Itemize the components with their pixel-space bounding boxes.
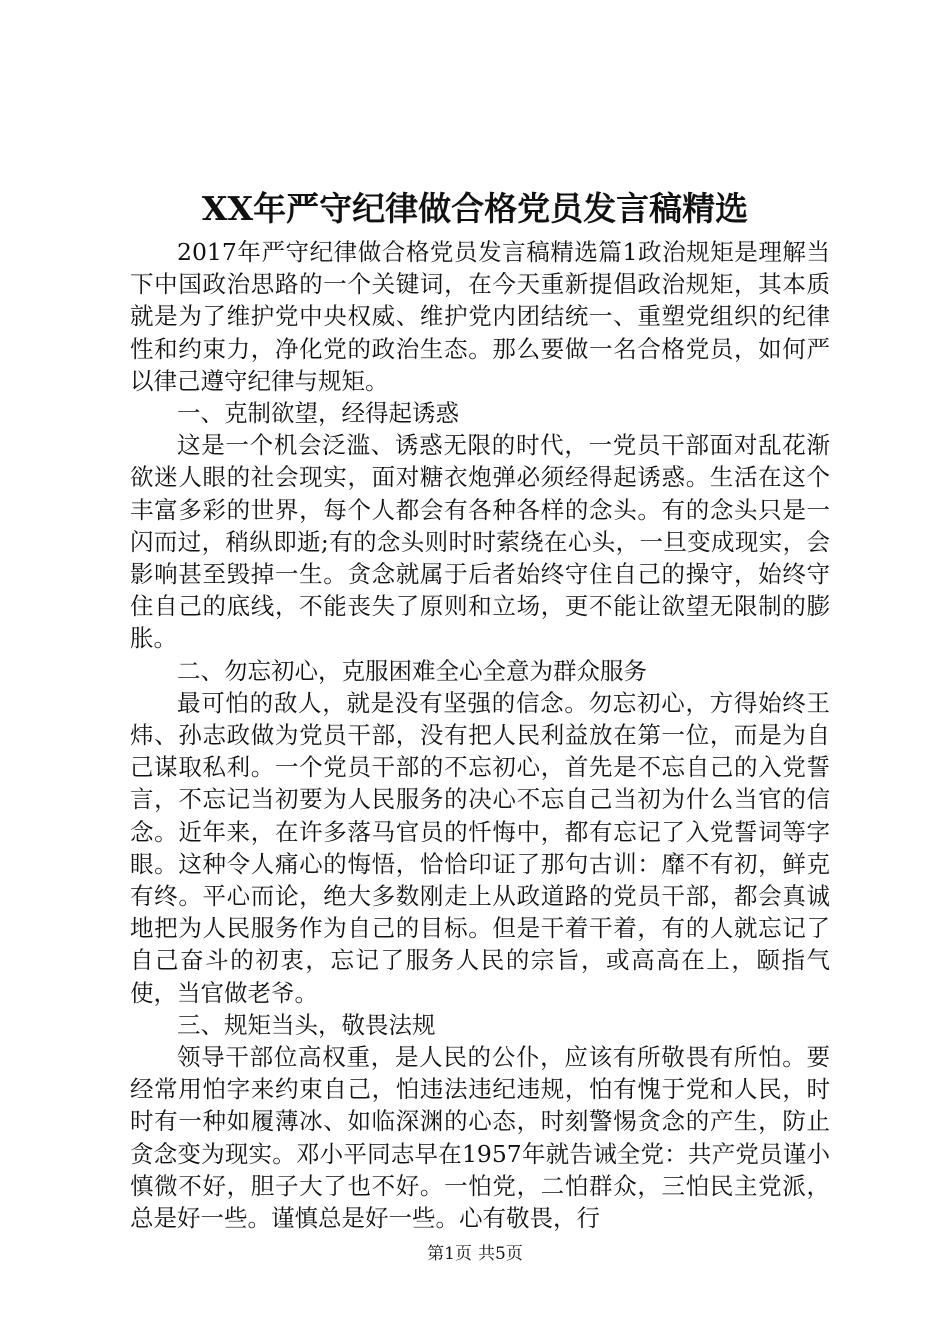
section-heading-1: 一、克制欲望，经得起诱惑 [177, 399, 459, 428]
intro-paragraph: 2017年严守纪律做合格党员发言稿精选篇1政治规矩是理解当下中国政治思路的一个关键词，在今天重新提倡政治规矩，其本质就是为了维护党中央权威、维护党内团结统一、重塑党组织的纪律性和约束力，净化党的政治生态。那么要做一名合格党员，如何严以律己遵守纪律与规矩。 [130, 238, 830, 395]
document-title: XX年严守纪律做合格党员发言稿精选 [201, 189, 749, 228]
page-number: 第1页 [427, 1244, 472, 1264]
section-heading-2: 二、勿忘初心，克服困难全心全意为群众服务 [177, 656, 647, 685]
section-body-2: 最可怕的敌人，就是没有坚强的信念。勿忘初心，方得始终王炜、孙志政做为党员干部，没有把人民利益放在第一位，而是为自己谋取私利。一个党员干部的不忘初心，首先是不忘自己的入党誓言，不忘记当初要为人民服务的决心不忘自己当初为什么当官的信念。近年来，在许多落马官员的忏悔中，都有忘记了入党誓词等字眼。这种令人痛心的悔悟，恰恰印证了那句古训：靡不有初，鲜克有终。平心而论，绝大多数刚走上从政道路的党员干部，都会真诚地把为人民服务作为自己的目标。但是干着干着，有的人就忘记了自己奋斗的初衷，忘记了服务人民的宗旨，或高高在上，颐指气使，当官做老爷。 [130, 688, 830, 1007]
section-heading-3: 三、规矩当头，敬畏法规 [177, 1010, 436, 1039]
document-body [130, 236, 830, 1234]
page-footer [0, 1242, 950, 1266]
page-total: 共5页 [478, 1244, 523, 1264]
section-body-3: 领导干部位高权重，是人民的公仆，应该有所敬畏有所怕。要经常用怕字来约束自己，怕违法违纪违规，怕有愧于党和人民，时时有一种如履薄冰、如临深渊的心态，时刻警惕贪念的产生，防止贪念变为现实。邓小平同志早在1957年就告诫全党：共产党员谨小慎微不好，胆子大了也不好。一怕党，二怕群众，三怕民主党派，总是好一些。谨慎总是好一些。心有敬畏，行 [130, 1043, 830, 1233]
section-body-1: 这是一个机会泛滥、诱惑无限的时代，一党员干部面对乱花渐欲迷人眼的社会现实，面对糖衣炮弹必须经得起诱惑。生活在这个丰富多彩的世界，每个人都会有各种各样的念头。有的念头只是一闪而过，稍纵即逝;有的念头则时时萦绕在心头，一旦变成现实，会影响甚至毁掉一生。贪念就属于后者始终守住自己的操守，始终守住自己的底线，不能丧失了原则和立场，更不能让欲望无限制的膨胀。 [130, 431, 830, 653]
